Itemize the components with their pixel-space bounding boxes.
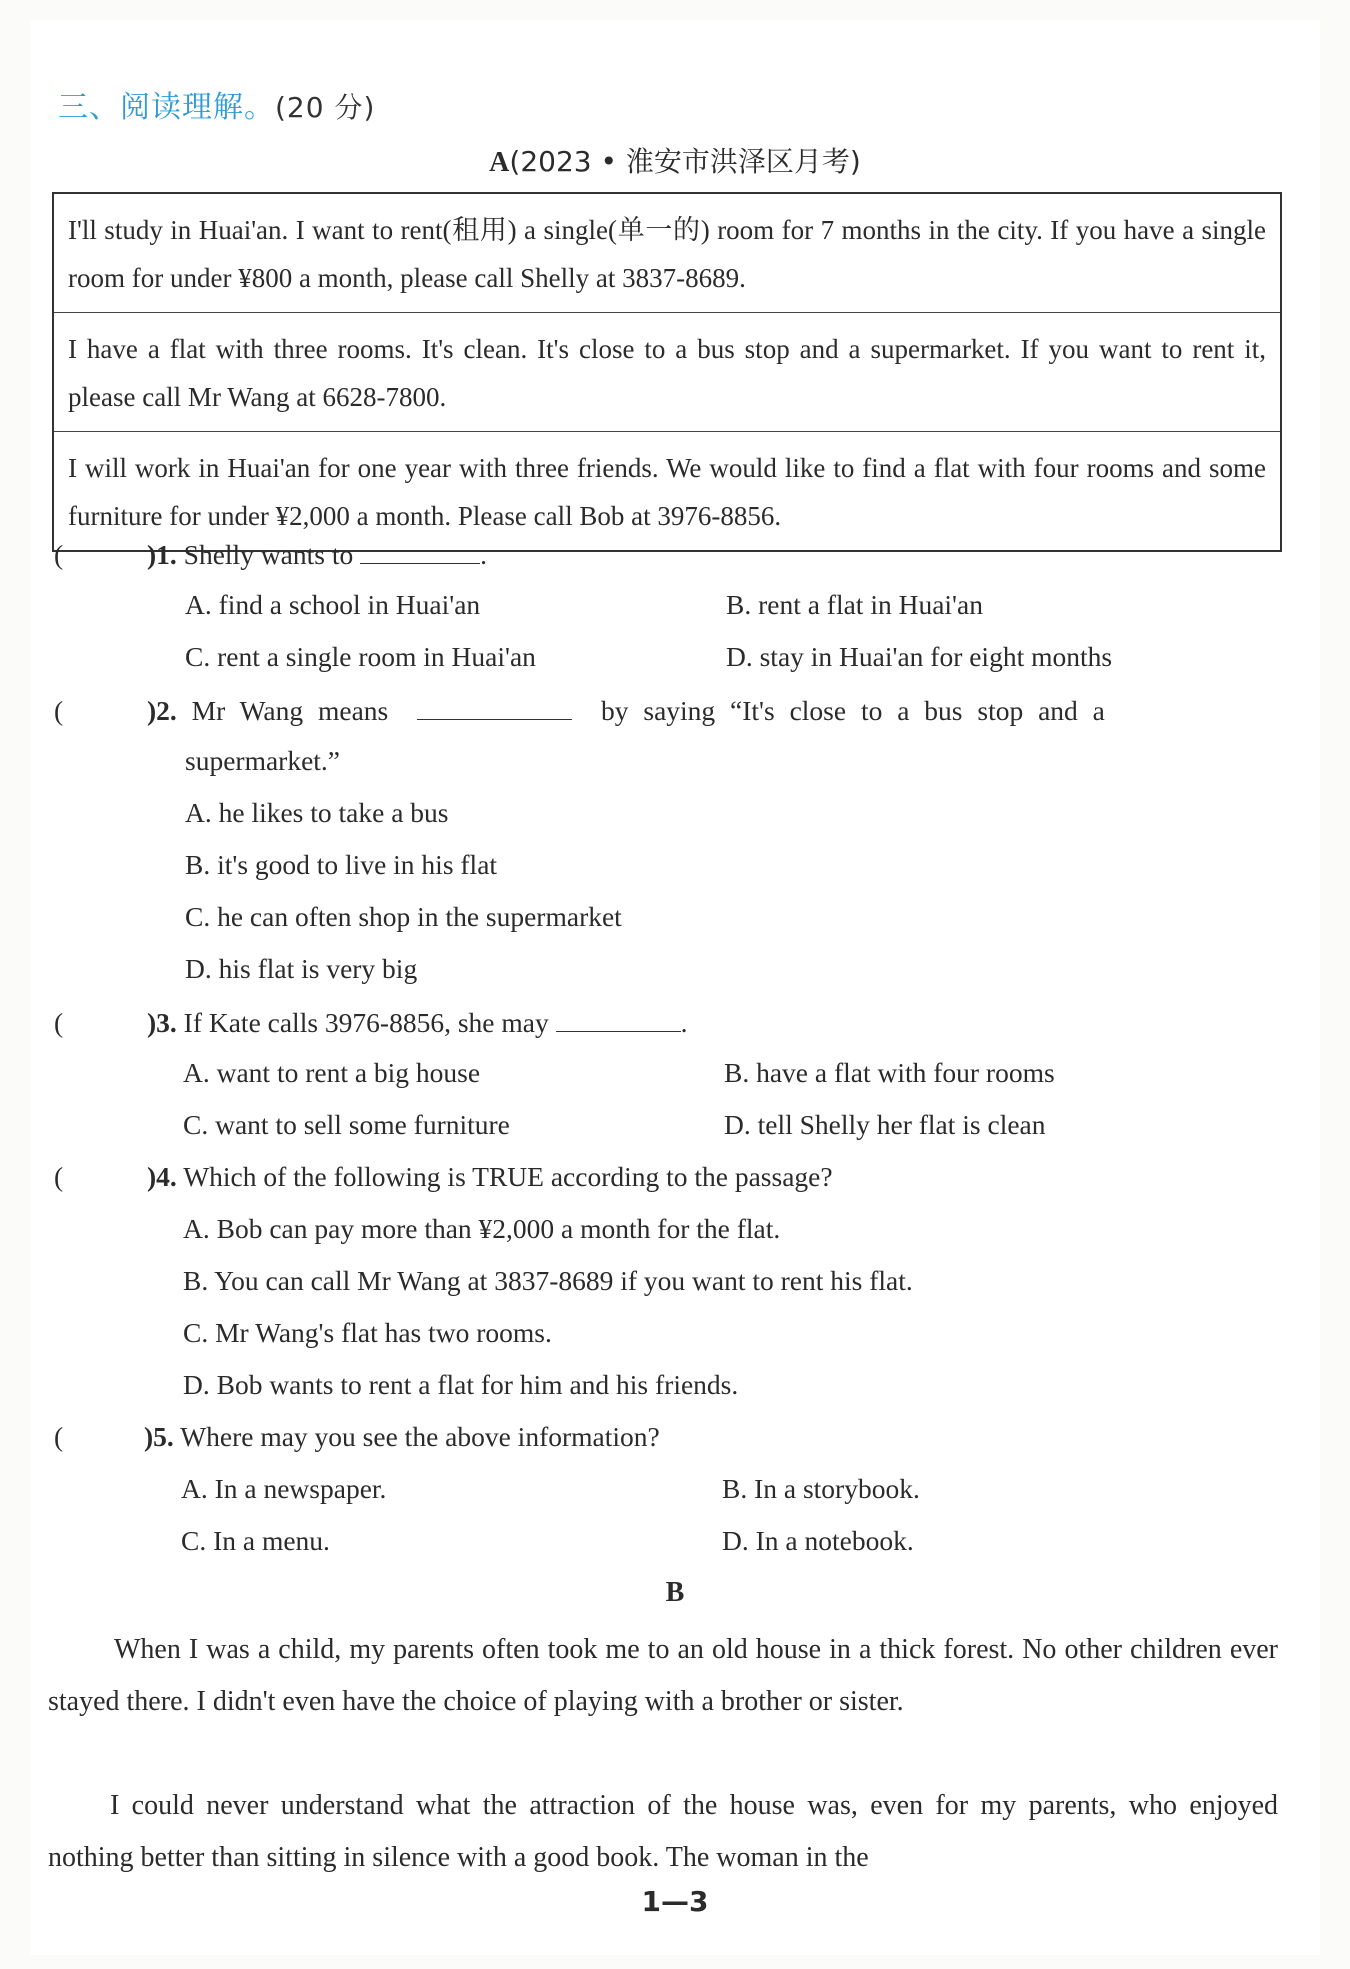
question-number: )4. [147,1161,177,1192]
passage-b-paragraph-2: I could never understand what the attraction of the house was, even for my parents, who enjoyed nothing better than sitting in silence with a good book. The woman in the [48,1790,1278,1873]
option-4a: A. Bob can pay more than ¥2,000 a month for the flat. [183,1213,781,1244]
option-3b: B. have a flat with four rooms [724,1057,1055,1088]
section-title-cn: 三、阅读理解。 [58,90,275,125]
question-2-stem-cont: supermarket.” [185,745,340,776]
option-3c: C. want to sell some furniture [183,1109,510,1140]
answer-paren[interactable]: ( [54,695,64,726]
ad-bob: I will work in Huai'an for one year with three friends. We would like to find a flat with four rooms and some furniture for under ¥2,000 a month. Please call Bob at 3976-8856. [68,453,1266,531]
question-stem-end: . [480,539,488,570]
option-2d: D. his flat is very big [185,953,418,984]
option-4c: C. Mr Wang's flat has two rooms. [183,1317,552,1348]
question-stem-end: . [680,1007,688,1038]
option-3a: A. want to rent a big house [183,1057,481,1088]
ad-mr-wang: I have a flat with three rooms. It's clean. It's close to a bus stop and a supermarket. If you want to rent it, please call Mr Wang at 6628-7800. [54,313,1280,432]
answer-paren[interactable]: ( [54,1007,64,1038]
passage-a-letter: A [489,147,510,178]
option-5c: C. In a menu. [181,1525,330,1556]
option-1a: A. find a school in Huai'an [185,589,481,620]
question-1 [54,537,487,571]
question-stem: Which of the following is TRUE according to the passage? [183,1161,833,1192]
option-2c: C. he can often shop in the supermarket [185,901,622,932]
question-number: )2. [147,695,177,726]
question-5 [54,1421,660,1453]
passage-b-heading: B [665,1577,685,1608]
option-3d: D. tell Shelly her flat is clean [724,1109,1046,1140]
question-number: )1. [147,539,177,570]
question-stem: Shelly wants to [183,539,354,570]
option-4b: B. You can call Mr Wang at 3837-8689 if you want to rent his flat. [183,1265,913,1296]
question-4 [54,1161,833,1193]
answer-paren[interactable]: ( [54,1421,64,1452]
option-1c: C. rent a single room in Huai'an [185,641,536,672]
question-3 [54,1005,687,1039]
answer-paren[interactable]: ( [54,539,64,570]
ad-shelly: I'll study in Huai'an. I want to rent(租用) a single(单一的) room for 7 months in the city. If you have a single room for under ¥800 a month, please call Shelly at 3837-8689. [54,194,1280,313]
answer-paren[interactable]: ( [54,1161,64,1192]
ads-table [52,192,1282,552]
option-2b: B. it's good to live in his flat [185,849,498,880]
answer-blank [417,693,572,720]
option-1d: D. stay in Huai'an for eight months [726,641,1113,672]
option-5a: A. In a newspaper. [181,1473,387,1504]
question-stem-end: by saying “It's close to a bus stop and a [601,695,1105,726]
page-number: 1—3 [641,1885,709,1918]
option-1b: B. rent a flat in Huai'an [726,589,983,620]
question-stem: If Kate calls 3976-8856, she may [183,1007,549,1038]
question-number: )5. [144,1421,174,1452]
section-points: (20 分) [275,91,376,124]
option-4d: D. Bob wants to rent a flat for him and his friends. [183,1369,739,1400]
question-stem: Mr Wang means [191,695,389,726]
section-title [58,82,375,126]
question-stem: Where may you see the above information? [180,1421,660,1452]
option-2a: A. he likes to take a bus [185,797,449,828]
option-5d: D. In a notebook. [722,1525,914,1556]
answer-blank [360,537,480,564]
question-2 [54,693,1284,727]
option-5b: B. In a storybook. [722,1473,920,1504]
passage-a-source: (2023 • 淮安市洪泽区月考) [509,145,861,178]
passage-b-paragraph-1: When I was a child, my parents often took me to an old house in a thick forest. No other children ever stayed there. I didn't even have the choice of playing with a brother or sister. [48,1634,1278,1717]
passage-a-heading [0,140,1350,180]
answer-blank [556,1005,681,1032]
question-number: )3. [147,1007,177,1038]
